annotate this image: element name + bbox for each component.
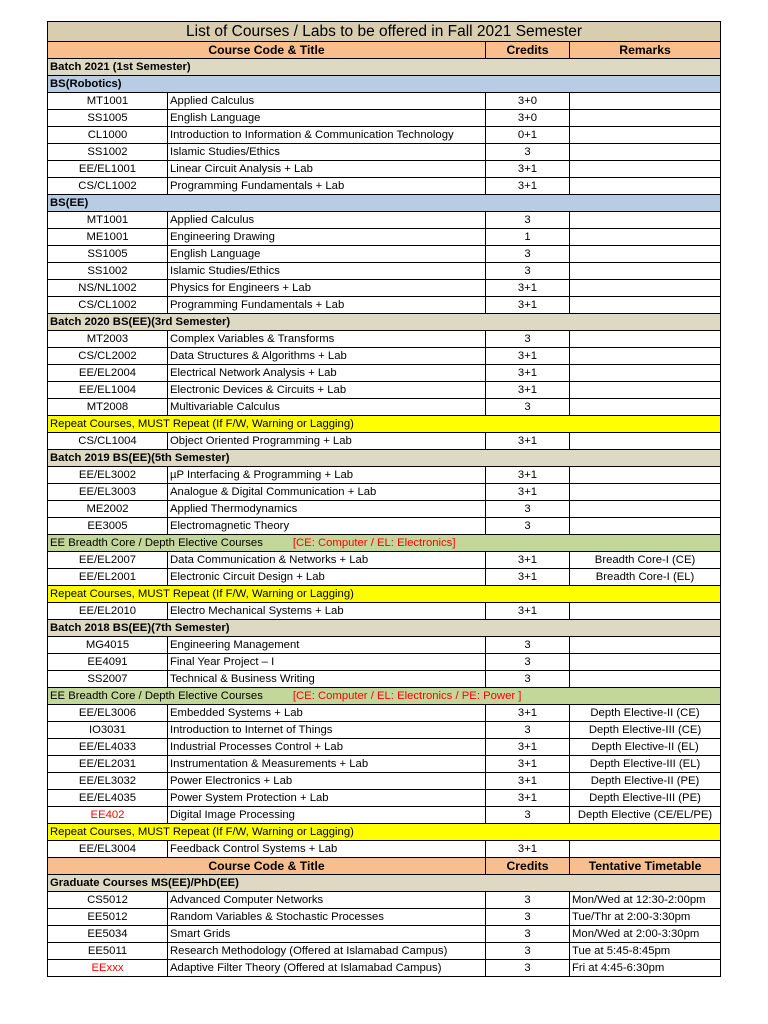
course-code: EE/EL3003 [48, 484, 168, 501]
course-remarks [570, 348, 721, 365]
course-code: CS/CL1002 [48, 178, 168, 195]
course-credits: 3 [486, 909, 570, 926]
course-title: Embedded Systems + Lab [168, 705, 486, 722]
course-row [48, 790, 721, 807]
course-credits: 0+1 [486, 127, 570, 144]
course-credits: 3+0 [486, 110, 570, 127]
course-credits: 3+1 [486, 841, 570, 858]
batch-heading-row [48, 450, 721, 467]
course-row [48, 773, 721, 790]
course-code: EE402 [48, 807, 168, 824]
course-row [48, 705, 721, 722]
course-remarks: Mon/Wed at 2:00-3:30pm [570, 926, 721, 943]
batch-heading-row [48, 620, 721, 637]
course-credits: 3 [486, 501, 570, 518]
course-row [48, 637, 721, 654]
course-row [48, 739, 721, 756]
repeat-courses-label: Repeat Courses, MUST Repeat (If F/W, Warning or Lagging) [48, 824, 721, 841]
course-credits: 3+1 [486, 484, 570, 501]
course-credits: 3+1 [486, 178, 570, 195]
course-title: Industrial Processes Control + Lab [168, 739, 486, 756]
course-credits: 3+1 [486, 297, 570, 314]
course-title: Islamic Studies/Ethics [168, 144, 486, 161]
course-credits: 3+1 [486, 382, 570, 399]
header-remarks: Remarks [570, 42, 721, 59]
course-code: EExxx [48, 960, 168, 977]
course-title: Islamic Studies/Ethics [168, 263, 486, 280]
course-code: CS/CL2002 [48, 348, 168, 365]
course-remarks: Depth Elective-III (CE) [570, 722, 721, 739]
course-list-body [48, 22, 721, 977]
course-row [48, 807, 721, 824]
course-credits: 3 [486, 654, 570, 671]
course-title: Power System Protection + Lab [168, 790, 486, 807]
course-code: EE/EL3004 [48, 841, 168, 858]
course-code: EE5012 [48, 909, 168, 926]
course-credits: 3 [486, 671, 570, 688]
course-code: EE/EL3032 [48, 773, 168, 790]
course-title: Final Year Project – I [168, 654, 486, 671]
course-row [48, 93, 721, 110]
elective-legend-note: [CE: Computer / EL: Electronics / PE: Power ] [292, 689, 522, 702]
course-row [48, 960, 721, 977]
course-title: Multivariable Calculus [168, 399, 486, 416]
course-title: Programming Fundamentals + Lab [168, 178, 486, 195]
program-heading-row [48, 195, 721, 212]
course-row [48, 518, 721, 535]
course-code: CL1000 [48, 127, 168, 144]
course-credits: 3+1 [486, 773, 570, 790]
course-credits: 3+1 [486, 348, 570, 365]
title-row [48, 22, 721, 42]
batch-heading-row [48, 314, 721, 331]
course-code: EE4091 [48, 654, 168, 671]
course-row [48, 484, 721, 501]
course-remarks [570, 178, 721, 195]
course-remarks [570, 484, 721, 501]
course-code: MT2003 [48, 331, 168, 348]
course-remarks [570, 144, 721, 161]
course-row [48, 909, 721, 926]
course-row [48, 161, 721, 178]
course-row [48, 246, 721, 263]
course-code: EE/EL2004 [48, 365, 168, 382]
course-title: Applied Calculus [168, 212, 486, 229]
course-title: Electrical Network Analysis + Lab [168, 365, 486, 382]
course-code: EE/EL3002 [48, 467, 168, 484]
header-course: Course Code & Title [48, 42, 486, 59]
course-row [48, 331, 721, 348]
course-remarks [570, 841, 721, 858]
course-credits: 3+1 [486, 365, 570, 382]
course-list-table [47, 21, 721, 977]
course-remarks: Depth Elective (CE/EL/PE) [570, 807, 721, 824]
batch-heading: Batch 2019 BS(EE)(5th Semester) [48, 450, 721, 467]
course-code: EE/EL3006 [48, 705, 168, 722]
course-title: Electronic Circuit Design + Lab [168, 569, 486, 586]
course-code: EE/EL1004 [48, 382, 168, 399]
course-row [48, 212, 721, 229]
course-code: EE/EL4033 [48, 739, 168, 756]
course-credits: 3 [486, 637, 570, 654]
course-row [48, 127, 721, 144]
course-credits: 3 [486, 892, 570, 909]
header2-timetable: Tentative Timetable [570, 858, 721, 875]
course-remarks [570, 399, 721, 416]
batch-heading-row [48, 59, 721, 76]
course-code: EE/EL2007 [48, 552, 168, 569]
course-credits: 3+1 [486, 705, 570, 722]
course-row [48, 348, 721, 365]
course-code: CS/CL1002 [48, 297, 168, 314]
batch-heading: Batch 2018 BS(EE)(7th Semester) [48, 620, 721, 637]
course-row [48, 552, 721, 569]
course-credits: 3+1 [486, 280, 570, 297]
course-row [48, 399, 721, 416]
course-title: µP Interfacing & Programming + Lab [168, 467, 486, 484]
column-header-row [48, 42, 721, 59]
course-code: EE/EL2001 [48, 569, 168, 586]
course-remarks [570, 229, 721, 246]
course-code: EE5034 [48, 926, 168, 943]
course-credits: 3+1 [486, 739, 570, 756]
course-remarks [570, 603, 721, 620]
course-remarks: Tue at 5:45-8:45pm [570, 943, 721, 960]
program-heading: BS(EE) [48, 195, 721, 212]
course-remarks [570, 212, 721, 229]
course-row [48, 501, 721, 518]
course-title: Introduction to Internet of Things [168, 722, 486, 739]
course-title: Applied Thermodynamics [168, 501, 486, 518]
course-remarks [570, 671, 721, 688]
course-remarks [570, 331, 721, 348]
course-title: Engineering Drawing [168, 229, 486, 246]
course-credits: 3 [486, 943, 570, 960]
course-code: EE3005 [48, 518, 168, 535]
repeat-courses-row [48, 824, 721, 841]
course-title: Analogue & Digital Communication + Lab [168, 484, 486, 501]
elective-heading-label: EE Breadth Core / Depth Elective Courses [50, 689, 263, 702]
repeat-courses-label: Repeat Courses, MUST Repeat (If F/W, Warning or Lagging) [48, 416, 721, 433]
course-row [48, 671, 721, 688]
header2-credits: Credits [486, 858, 570, 875]
course-title: Data Structures & Algorithms + Lab [168, 348, 486, 365]
course-remarks [570, 280, 721, 297]
course-title: Engineering Management [168, 637, 486, 654]
course-credits: 3 [486, 807, 570, 824]
course-row [48, 892, 721, 909]
course-remarks [570, 501, 721, 518]
course-row [48, 280, 721, 297]
course-code: MG4015 [48, 637, 168, 654]
course-remarks: Breadth Core-I (EL) [570, 569, 721, 586]
course-code: EE/EL2031 [48, 756, 168, 773]
course-credits: 3+0 [486, 93, 570, 110]
course-credits: 3 [486, 722, 570, 739]
course-code: EE/EL1001 [48, 161, 168, 178]
course-title: Electromagnetic Theory [168, 518, 486, 535]
course-code: ME1001 [48, 229, 168, 246]
program-heading: BS(Robotics) [48, 76, 721, 93]
course-title: Random Variables & Stochastic Processes [168, 909, 486, 926]
course-remarks: Depth Elective-II (PE) [570, 773, 721, 790]
course-code: SS1005 [48, 246, 168, 263]
course-remarks [570, 110, 721, 127]
course-remarks [570, 433, 721, 450]
course-row [48, 229, 721, 246]
course-code: CS/CL1004 [48, 433, 168, 450]
course-code: EE/EL2010 [48, 603, 168, 620]
course-code: ME2002 [48, 501, 168, 518]
course-credits: 3+1 [486, 552, 570, 569]
graduate-column-header-row [48, 858, 721, 875]
course-code: SS1002 [48, 144, 168, 161]
course-row [48, 382, 721, 399]
course-credits: 3 [486, 144, 570, 161]
course-title: Object Oriented Programming + Lab [168, 433, 486, 450]
page-title: List of Courses / Labs to be offered in Fall 2021 Semester [48, 22, 721, 42]
course-row [48, 144, 721, 161]
course-title: Feedback Control Systems + Lab [168, 841, 486, 858]
course-title: Advanced Computer Networks [168, 892, 486, 909]
course-remarks [570, 127, 721, 144]
course-row [48, 263, 721, 280]
course-remarks [570, 161, 721, 178]
header2-course: Course Code & Title [48, 858, 486, 875]
course-title: English Language [168, 110, 486, 127]
course-title: Technical & Business Writing [168, 671, 486, 688]
course-credits: 3+1 [486, 433, 570, 450]
course-row [48, 654, 721, 671]
course-code: CS5012 [48, 892, 168, 909]
course-code: SS1005 [48, 110, 168, 127]
course-remarks: Fri at 4:45-6:30pm [570, 960, 721, 977]
course-code: NS/NL1002 [48, 280, 168, 297]
course-remarks: Depth Elective-III (EL) [570, 756, 721, 773]
course-title: Instrumentation & Measurements + Lab [168, 756, 486, 773]
course-remarks [570, 382, 721, 399]
course-row [48, 569, 721, 586]
course-credits: 3+1 [486, 603, 570, 620]
course-title: Adaptive Filter Theory (Offered at Islamabad Campus) [168, 960, 486, 977]
course-remarks [570, 263, 721, 280]
course-credits: 3+1 [486, 790, 570, 807]
course-title: Electro Mechanical Systems + Lab [168, 603, 486, 620]
course-code: IO3031 [48, 722, 168, 739]
course-remarks [570, 467, 721, 484]
course-remarks [570, 93, 721, 110]
course-remarks: Mon/Wed at 12:30-2:00pm [570, 892, 721, 909]
course-credits: 3 [486, 926, 570, 943]
elective-heading [48, 688, 721, 705]
course-row [48, 756, 721, 773]
course-row [48, 297, 721, 314]
course-remarks [570, 246, 721, 263]
course-remarks: Breadth Core-I (CE) [570, 552, 721, 569]
course-credits: 3 [486, 246, 570, 263]
course-remarks [570, 654, 721, 671]
batch-heading: Graduate Courses MS(EE)/PhD(EE) [48, 875, 721, 892]
course-row [48, 110, 721, 127]
course-credits: 3+1 [486, 569, 570, 586]
elective-heading-label: EE Breadth Core / Depth Elective Courses [50, 536, 263, 549]
course-code: SS2007 [48, 671, 168, 688]
course-remarks [570, 365, 721, 382]
batch-heading: Batch 2020 BS(EE)(3rd Semester) [48, 314, 721, 331]
repeat-courses-label: Repeat Courses, MUST Repeat (If F/W, Warning or Lagging) [48, 586, 721, 603]
course-remarks: Depth Elective-II (EL) [570, 739, 721, 756]
course-remarks: Tue/Thr at 2:00-3:30pm [570, 909, 721, 926]
course-credits: 3 [486, 960, 570, 977]
repeat-courses-row [48, 416, 721, 433]
course-remarks [570, 637, 721, 654]
course-title: English Language [168, 246, 486, 263]
course-credits: 1 [486, 229, 570, 246]
course-title: Physics for Engineers + Lab [168, 280, 486, 297]
repeat-courses-row [48, 586, 721, 603]
course-title: Programming Fundamentals + Lab [168, 297, 486, 314]
course-row [48, 365, 721, 382]
course-row [48, 841, 721, 858]
course-title: Research Methodology (Offered at Islamabad Campus) [168, 943, 486, 960]
elective-legend-note: [CE: Computer / EL: Electronics] [292, 536, 456, 549]
course-row [48, 943, 721, 960]
course-row [48, 722, 721, 739]
course-credits: 3+1 [486, 161, 570, 178]
course-credits: 3 [486, 263, 570, 280]
course-title: Data Communication & Networks + Lab [168, 552, 486, 569]
course-title: Introduction to Information & Communication Technology [168, 127, 486, 144]
course-code: MT1001 [48, 212, 168, 229]
course-row [48, 603, 721, 620]
course-title: Complex Variables & Transforms [168, 331, 486, 348]
header-credits: Credits [486, 42, 570, 59]
course-credits: 3+1 [486, 467, 570, 484]
course-title: Power Electronics + Lab [168, 773, 486, 790]
program-heading-row [48, 76, 721, 93]
course-row [48, 467, 721, 484]
course-code: EE/EL4035 [48, 790, 168, 807]
course-remarks [570, 297, 721, 314]
course-title: Electronic Devices & Circuits + Lab [168, 382, 486, 399]
course-row [48, 433, 721, 450]
course-code: MT1001 [48, 93, 168, 110]
course-code: MT2008 [48, 399, 168, 416]
course-row [48, 178, 721, 195]
course-credits: 3+1 [486, 756, 570, 773]
course-title: Linear Circuit Analysis + Lab [168, 161, 486, 178]
elective-heading [48, 535, 721, 552]
course-remarks [570, 518, 721, 535]
course-credits: 3 [486, 331, 570, 348]
course-title: Applied Calculus [168, 93, 486, 110]
course-remarks: Depth Elective-II (CE) [570, 705, 721, 722]
elective-heading-row [48, 535, 721, 552]
course-code: SS1002 [48, 263, 168, 280]
course-row [48, 926, 721, 943]
course-code: EE5011 [48, 943, 168, 960]
course-credits: 3 [486, 212, 570, 229]
course-title: Digital Image Processing [168, 807, 486, 824]
elective-heading-row [48, 688, 721, 705]
course-remarks: Depth Elective-III (PE) [570, 790, 721, 807]
course-credits: 3 [486, 518, 570, 535]
course-credits: 3 [486, 399, 570, 416]
course-title: Smart Grids [168, 926, 486, 943]
batch-heading-row [48, 875, 721, 892]
batch-heading: Batch 2021 (1st Semester) [48, 59, 721, 76]
